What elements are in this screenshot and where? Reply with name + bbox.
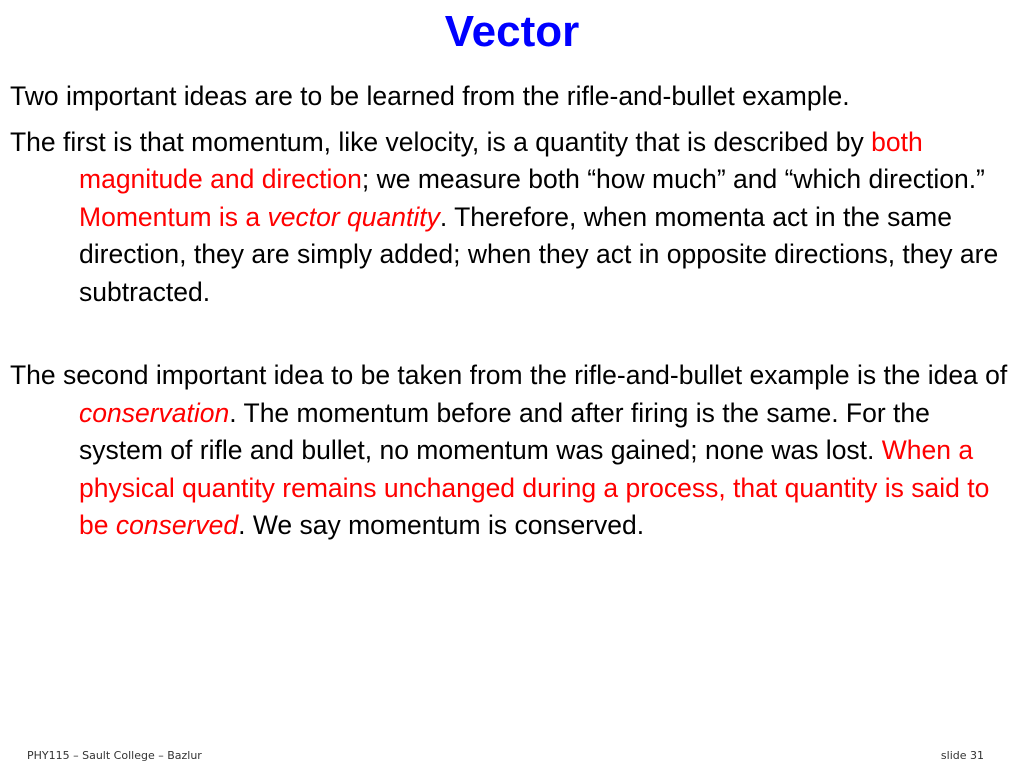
paragraph-text: . The momentum before and after firing is the same. For the system of rifle and bullet, no momentum was gained; none was lost. bbox=[79, 397, 930, 465]
paragraph-text: . Therefore, when momenta act in the same direction, they are simply added; when they act in opposite directions, they are subtracted. bbox=[79, 201, 999, 307]
highlight-vector-quantity: vector quantity bbox=[267, 201, 440, 232]
paragraph-text: Two important ideas are to be learned from the rifle-and-bullet example. bbox=[10, 81, 850, 111]
paragraph-text: The second important idea to be taken from the rifle-and-bullet example is the idea of bbox=[10, 360, 1008, 390]
paragraph-text: The first is that momentum, like velocity, is a quantity that is described by bbox=[10, 126, 872, 157]
highlight-momentum-is-a: Momentum is a bbox=[79, 201, 268, 232]
slide-body bbox=[10, 78, 1014, 545]
highlight-magnitude-direction: both magnitude and direction bbox=[79, 126, 923, 194]
highlight-conservation: conservation bbox=[79, 397, 230, 428]
paragraph-vector-quantity bbox=[10, 124, 1014, 312]
footer-slide-number: slide 31 bbox=[940, 749, 984, 762]
paragraph-text: . We say momentum is conserved. bbox=[238, 510, 645, 540]
paragraph-two-ideas bbox=[10, 78, 1014, 116]
paragraph-conservation bbox=[10, 357, 1014, 545]
footer-course: PHY115 – Sault College – Bazlur bbox=[27, 749, 202, 762]
highlight-conserved: conserved bbox=[115, 510, 239, 540]
paragraph-text: ; we measure both “how much” and “which direction.” bbox=[361, 164, 985, 194]
highlight-physical-quantity: When a physical quantity remains unchanged during a process, that quantity is said to be bbox=[79, 435, 990, 540]
slide-title: Vector bbox=[444, 7, 580, 56]
